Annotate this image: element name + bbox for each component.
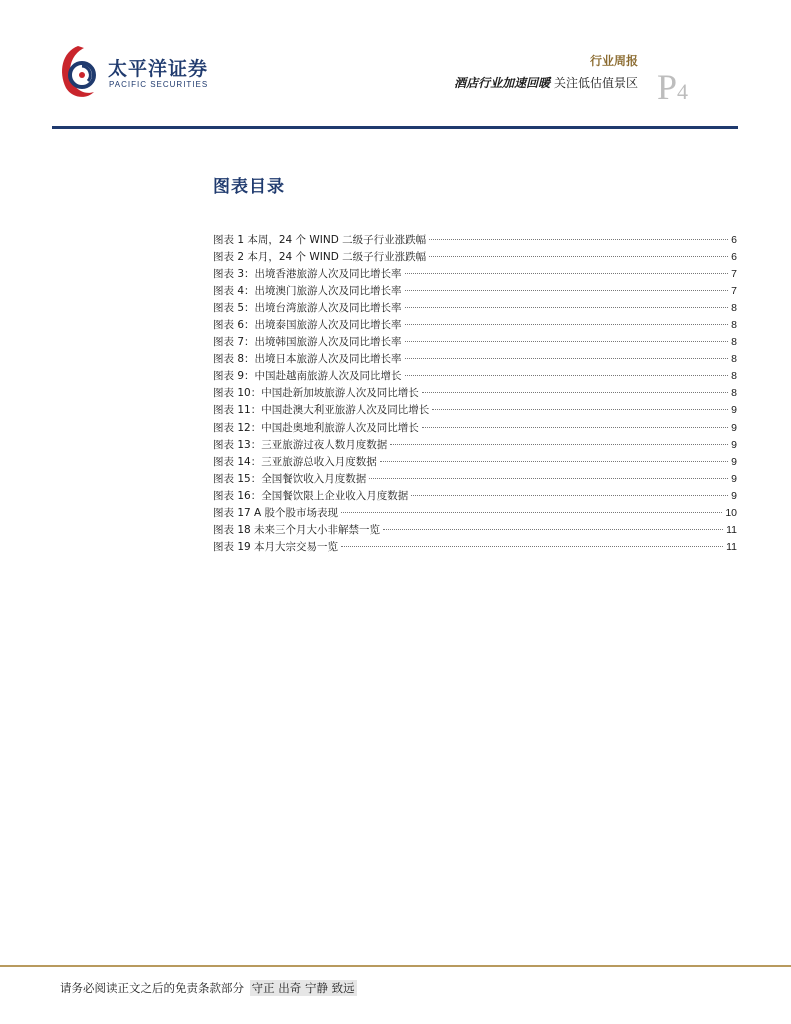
- toc-leader: [429, 256, 728, 257]
- toc-leader: [383, 529, 723, 530]
- toc-entry[interactable]: [213, 232, 737, 249]
- toc-entry-label: 图表 17 A 股个股市场表现: [213, 506, 339, 519]
- toc-entry[interactable]: [213, 249, 737, 266]
- report-title: [454, 74, 638, 91]
- page-number: [657, 66, 688, 108]
- toc-entry-page: 9: [731, 455, 737, 468]
- logo-emblem-icon: [52, 42, 104, 104]
- toc-entry[interactable]: [213, 283, 737, 300]
- toc-leader: [429, 239, 728, 240]
- toc-entry-page: 9: [731, 421, 737, 434]
- toc-leader: [405, 290, 729, 291]
- toc-entry-label: 图表 5：出境台湾旅游人次及同比增长率: [213, 302, 402, 315]
- company-logo: [52, 42, 212, 104]
- toc-leader: [369, 478, 728, 479]
- toc-entry[interactable]: [213, 539, 737, 556]
- toc-entry-label: 图表 18 未来三个月大小非解禁一览: [213, 523, 381, 536]
- toc-entry[interactable]: [213, 454, 737, 471]
- toc-entry-page: 9: [731, 404, 737, 417]
- toc-entry-label: 图表 3：出境香港旅游人次及同比增长率: [213, 268, 402, 281]
- toc-entry[interactable]: [213, 368, 737, 385]
- toc-entry-label: 图表 1 本周，24 个 WIND 二级子行业涨跌幅: [213, 234, 427, 246]
- toc-entry-page: 8: [731, 336, 737, 349]
- toc-entry[interactable]: [213, 420, 737, 437]
- toc-entry[interactable]: [213, 488, 737, 505]
- toc-entry-label: 图表 8：出境日本旅游人次及同比增长率: [213, 353, 402, 366]
- toc-entry-label: 图表 15：全国餐饮收入月度数据: [213, 472, 367, 485]
- toc-entry-page: 6: [731, 234, 737, 246]
- toc-leader: [405, 324, 729, 325]
- toc-leader: [411, 495, 728, 496]
- toc-entry[interactable]: [213, 266, 737, 283]
- toc-entry[interactable]: [213, 505, 737, 522]
- toc-entry[interactable]: [213, 385, 737, 402]
- toc-entry-label: 图表 12：中国赴奥地利旅游人次及同比增长: [213, 421, 419, 434]
- toc-leader: [432, 409, 728, 410]
- toc-entry[interactable]: [213, 334, 737, 351]
- toc-entry-page: 8: [731, 370, 737, 383]
- toc-entry-label: 图表 14：三亚旅游总收入月度数据: [213, 455, 377, 468]
- report-type: 行业周报: [589, 54, 638, 68]
- toc-heading: 图表目录: [213, 177, 285, 197]
- toc-leader: [405, 307, 729, 308]
- toc-entry-page: 8: [731, 319, 737, 332]
- footer-motto: 守正 出奇 宁静 致远: [251, 981, 355, 995]
- footer: [60, 980, 357, 996]
- toc-leader: [405, 375, 729, 376]
- toc-entry-page: 8: [731, 353, 737, 366]
- toc-entry-label: 图表 6：出境泰国旅游人次及同比增长率: [213, 319, 402, 332]
- toc-leader: [341, 512, 722, 513]
- toc-leader: [380, 461, 728, 462]
- toc-entry[interactable]: [213, 402, 737, 419]
- toc-entry[interactable]: [213, 522, 737, 539]
- toc-entry-label: 图表 13：三亚旅游过夜人数月度数据: [213, 438, 388, 451]
- toc-entry[interactable]: [213, 300, 737, 317]
- header-divider: [52, 126, 738, 129]
- toc-entry-label: 图表 2 本月，24 个 WIND 二级子行业涨跌幅: [213, 251, 427, 264]
- report-title-rest: 关注低估值景区: [553, 76, 638, 90]
- footer-disclaimer: 请务必阅读正文之后的免责条款部分: [60, 981, 244, 995]
- toc-leader: [405, 358, 729, 359]
- toc-entry-label: 图表 11：中国赴澳大利亚旅游人次及同比增长: [213, 404, 430, 417]
- toc-leader: [341, 546, 723, 547]
- toc-entry-page: 9: [731, 489, 737, 502]
- toc-list: [213, 232, 737, 556]
- toc-entry-label: 图表 7：出境韩国旅游人次及同比增长率: [213, 336, 402, 349]
- page-digit: 4: [677, 79, 689, 104]
- toc-entry[interactable]: [213, 471, 737, 488]
- toc-entry-page: 7: [731, 285, 737, 298]
- logo-name-cn: 太平洋证券: [108, 58, 209, 80]
- report-title-bold: 酒店行业加速回暖: [454, 76, 551, 90]
- toc-entry[interactable]: [213, 317, 737, 334]
- toc-entry[interactable]: [213, 351, 737, 368]
- toc-entry-label: 图表 16：全国餐饮限上企业收入月度数据: [213, 489, 409, 502]
- toc-entry-label: 图表 4：出境澳门旅游人次及同比增长率: [213, 285, 402, 298]
- toc-entry-page: 6: [731, 251, 737, 264]
- toc-entry-page: 9: [731, 438, 737, 451]
- toc-entry-page: 8: [731, 387, 737, 400]
- page-letter: P: [657, 67, 678, 107]
- toc-leader: [422, 392, 728, 393]
- logo-name-en: PACIFIC SECURITIES: [109, 80, 209, 89]
- toc-entry[interactable]: [213, 437, 737, 454]
- toc-entry-label: 图表 9：中国赴越南旅游人次及同比增长: [213, 370, 402, 383]
- toc-leader: [390, 444, 728, 445]
- toc-entry-page: 11: [726, 523, 737, 536]
- footer-divider: [0, 965, 791, 967]
- toc-entry-page: 7: [731, 268, 737, 281]
- toc-leader: [405, 273, 729, 274]
- toc-entry-page: 11: [726, 540, 737, 553]
- toc-leader: [422, 427, 728, 428]
- toc-entry-label: 图表 19 本月大宗交易一览: [213, 540, 339, 553]
- toc-entry-page: 10: [725, 506, 737, 519]
- toc-leader: [405, 341, 729, 342]
- toc-entry-page: 9: [731, 472, 737, 485]
- toc-entry-label: 图表 10：中国赴新加坡旅游人次及同比增长: [213, 387, 419, 400]
- toc-entry-page: 8: [731, 302, 737, 315]
